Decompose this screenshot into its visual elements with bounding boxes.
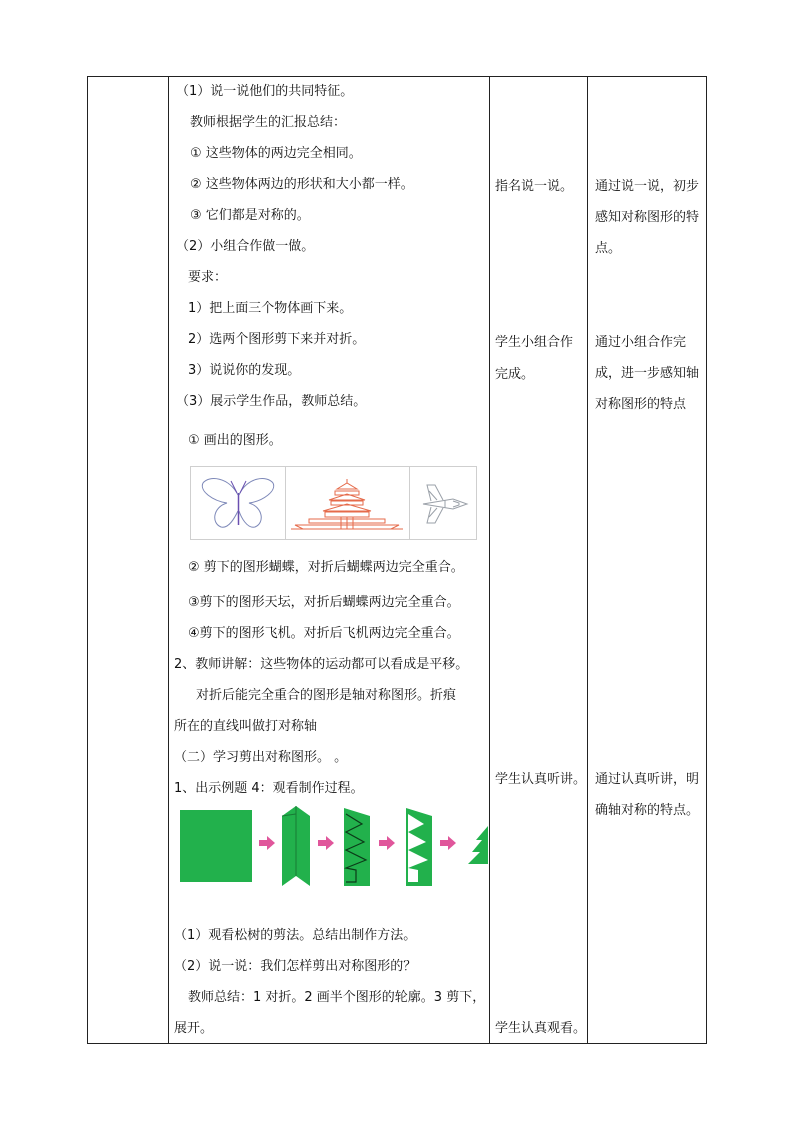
step-4-cut [406, 808, 432, 886]
discuss-question: （2）说一说：我们怎样剪出对称图形的？ [174, 959, 417, 974]
design-intent-3: 通过认真听讲，明确轴对称的特点。 [595, 772, 700, 818]
requirement-1: 1）把上面三个物体画下来。 [188, 301, 353, 316]
summary-point-1: ① 这些物体的两边完全相同。 [190, 146, 362, 161]
drawn-shapes-figure [190, 466, 477, 540]
axis-definition-2: 所在的直线叫做打对称轴 [174, 719, 318, 734]
cut-temple-text: ③剪下的图形天坛，对折后蝴蝶两边完全重合。 [188, 595, 460, 610]
step-3-outline [344, 808, 370, 886]
requirements-label: 要求： [188, 270, 228, 285]
arrow-icon [379, 836, 395, 850]
arrow-icon [318, 836, 334, 850]
student-activity-2a: 学生小组合作 [495, 335, 574, 350]
task-3-heading: （3）展示学生作品，教师总结。 [176, 394, 367, 409]
airplane-drawing [423, 485, 467, 523]
design-intent-1: 通过说一说，初步感知对称图形的特点。 [595, 179, 700, 256]
question-1: （1）说一说他们的共同特征。 [176, 84, 354, 99]
step-2-folded [282, 806, 310, 886]
drawn-shapes-label: ① 画出的图形。 [188, 433, 282, 448]
section-2-heading: （二）学习剪出对称图形。 。 [174, 750, 348, 765]
butterfly-drawing [202, 479, 273, 528]
student-activity-2b: 完成。 [495, 367, 535, 382]
teacher-summary-intro: 教师根据学生的汇报总结： [190, 115, 347, 130]
teacher-explanation: 2、教师讲解：这些物体的运动都可以看成是平移。 [174, 657, 469, 672]
student-activity-3: 学生认真听讲。 [495, 772, 587, 787]
summary-point-3: ③ 它们都是对称的。 [190, 208, 310, 223]
cut-airplane-text: ④剪下的图形飞机。对折后飞机两边完全重合。 [188, 626, 460, 641]
arrow-icon [259, 836, 275, 850]
step-1-square [180, 810, 252, 882]
design-intent-2: 通过小组合作完成，进一步感知轴对称图形的特点 [595, 335, 700, 412]
requirement-3: 3）说说你的发现。 [188, 363, 301, 378]
arrow-icon [440, 836, 456, 850]
student-activity-4: 学生认真观看。 [495, 1021, 587, 1036]
observe-method: （1）观看松树的剪法。总结出制作方法。 [174, 928, 417, 943]
axis-definition-1: 对折后能完全重合的图形是轴对称图形。折痕 [196, 688, 457, 703]
paper-cutting-steps-figure [178, 806, 488, 886]
column-divider [489, 77, 490, 1043]
requirement-2: 2）选两个图形剪下来并对折。 [188, 332, 366, 347]
example-4-heading: 1、出示例题 4：观看制作过程。 [174, 781, 364, 796]
column-divider [168, 77, 169, 1043]
task-2-heading: （2）小组合作做一做。 [176, 239, 315, 254]
teacher-conclusion-cont: 展开。 [174, 1021, 214, 1036]
summary-point-2: ② 这些物体两边的形状和大小都一样。 [190, 177, 414, 192]
student-activity-1: 指名说一说。 [495, 179, 574, 194]
temple-drawing [291, 479, 403, 529]
cut-butterfly-text: ② 剪下的图形蝴蝶，对折后蝴蝶两边完全重合。 [188, 560, 464, 575]
teacher-conclusion: 教师总结：1 对折。2 画半个图形的轮廓。3 剪下， [188, 990, 486, 1005]
step-5-tree [468, 826, 488, 864]
column-divider [587, 77, 588, 1043]
